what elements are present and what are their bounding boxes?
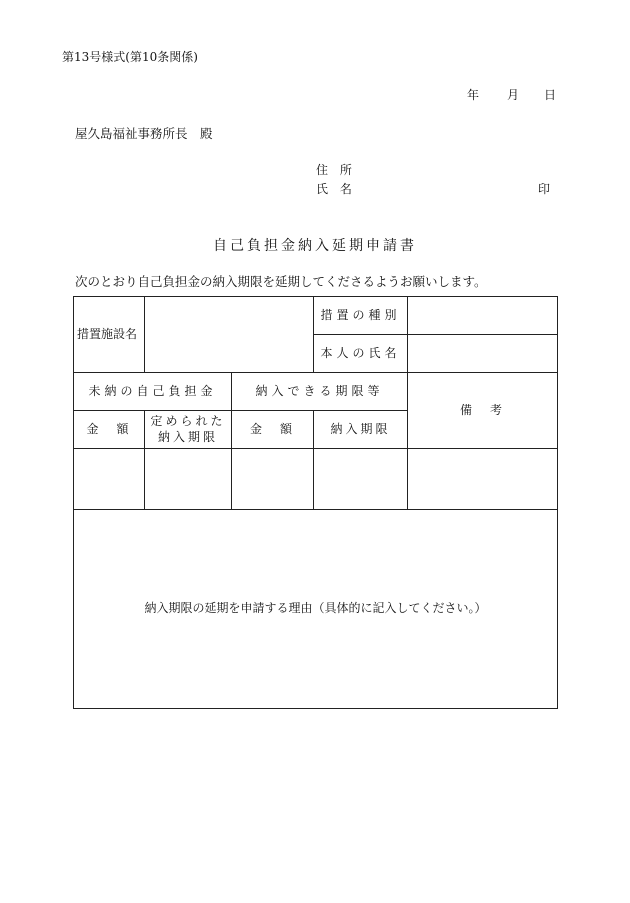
set-deadline-field[interactable]	[145, 449, 232, 510]
person-name-label: 本人の氏名	[314, 335, 408, 373]
unpaid-amount-header: 未納の自己負担金	[74, 373, 232, 411]
seal-label: 印	[538, 182, 551, 196]
amount-header: 金 額	[74, 411, 145, 449]
remarks-field[interactable]	[408, 449, 558, 510]
date-day-label: 日	[544, 88, 557, 102]
name-label: 氏 名	[316, 182, 356, 196]
facility-name-label: 措置施設名	[74, 297, 145, 373]
reason-label: 納入期限の延期を申請する理由（具体的に記入してください。）	[144, 601, 487, 616]
person-name-field[interactable]	[408, 335, 558, 373]
measure-type-field[interactable]	[408, 297, 558, 335]
date-year-label: 年	[467, 88, 480, 102]
deadline-field[interactable]	[314, 449, 408, 510]
remarks-header: 備 考	[408, 373, 558, 449]
set-deadline-header	[145, 411, 232, 449]
address-label: 住 所	[316, 163, 356, 177]
document-title: 自己負担金納入延期申請書	[213, 238, 417, 254]
amount2-header: 金 額	[232, 411, 314, 449]
form-number: 第13号様式(第10条関係)	[62, 50, 198, 64]
date-month-label: 月	[507, 88, 520, 102]
reason-field[interactable]	[74, 510, 558, 709]
set-deadline-line-2: 納入期限	[157, 429, 218, 444]
facility-name-field[interactable]	[145, 297, 314, 373]
addressee: 屋久島福祉事務所長 殿	[75, 126, 213, 141]
measure-type-label: 措置の種別	[314, 297, 408, 335]
deadline-header: 納入期限	[314, 411, 408, 449]
set-deadline-line-1: 定められた	[150, 413, 226, 428]
amount2-field[interactable]	[232, 449, 314, 510]
intro-text: 次のとおり自己負担金の納入期限を延期してくださるようお願いします。	[75, 274, 487, 289]
amount-field[interactable]	[74, 449, 145, 510]
application-form-table	[73, 296, 558, 709]
payable-header: 納入できる期限等	[232, 373, 408, 411]
